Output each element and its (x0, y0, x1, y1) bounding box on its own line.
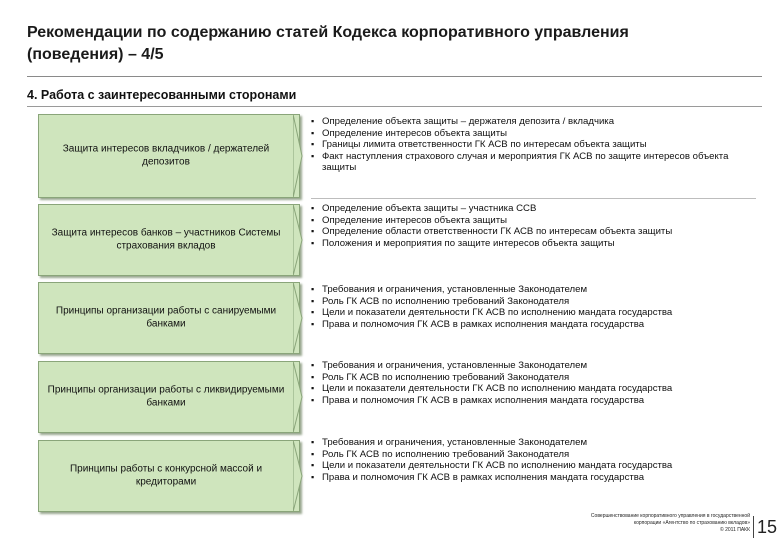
list-item: ▪ Цели и показатели деятельности ГК АСВ по исполнению мандата государства (311, 383, 751, 395)
list-item: ▪ Роль ГК АСВ по исполнению требований Законодателя (311, 372, 751, 384)
bullet-list-sanitized (311, 284, 751, 330)
bullet-list-liquidated (311, 360, 751, 406)
section-subtitle: 4. Работа с заинтересованными сторонами (27, 88, 297, 102)
list-item: ▪ Роль ГК АСВ по исполнению требований Законодателя (311, 296, 751, 308)
chevron-icon (293, 440, 303, 512)
list-item: ▪ Факт наступления страхового случая и мероприятия ГК АСВ по защите интересов объекта защиты (311, 151, 751, 174)
category-label: Защита интересов вкладчиков / держателей депозитов (62, 143, 270, 167)
page-number: 15 (753, 516, 777, 538)
category-box-bankruptcy-estate (38, 440, 300, 512)
category-label: Принципы организации работы с санируемыми банками (55, 305, 277, 329)
list-item: ▪ Права и полномочия ГК АСВ в рамках исполнения мандата государства (311, 319, 751, 331)
list-item: ▪ Права и полномочия ГК АСВ в рамках исполнения мандата государства (311, 395, 751, 407)
list-item: ▪ Определение области ответственности ГК АСВ по интересам объекта защиты (311, 226, 751, 238)
list-item: ▪ Положения и мероприятия по защите интересов объекта защиты (311, 238, 751, 250)
list-item: ▪ Требования и ограничения, установленные Законодателем (311, 284, 751, 296)
list-item: ▪ Цели и показатели деятельности ГК АСВ по исполнению мандата государства (311, 307, 751, 319)
category-box-sanitized-banks (38, 282, 300, 354)
subtitle-divider (27, 106, 762, 107)
list-item: ▪ Роль ГК АСВ по исполнению требований Законодателя (311, 449, 751, 461)
list-item: ▪ Права и полномочия ГК АСВ в рамках исполнения мандата государства (311, 472, 751, 484)
list-item: ▪ Границы лимита ответственности ГК АСВ по интересам объекта защиты (311, 139, 751, 151)
title-divider (27, 76, 762, 77)
footer-note: Совершенствование корпоративного управления в государственной корпорации «Агентство по страхованию вкладов» © 2011 ПАКК (590, 513, 750, 533)
list-item: ▪ Определение интересов объекта защиты (311, 128, 751, 140)
chevron-icon (293, 282, 303, 354)
bullet-list-bankruptcy (311, 437, 751, 483)
list-item: ▪ Требования и ограничения, установленные Законодателем (311, 360, 751, 372)
list-item: ▪ Требования и ограничения, установленные Законодателем (311, 437, 751, 449)
section-divider (311, 198, 756, 199)
list-item: ▪ Цели и показатели деятельности ГК АСВ по исполнению мандата государства (311, 460, 751, 472)
chevron-icon (293, 204, 303, 276)
list-item: ▪ Определение объекта защиты – участника ССВ (311, 203, 751, 215)
category-label: Принципы работы с конкурсной массой и кредиторами (69, 463, 263, 487)
bullet-list-depositors (311, 116, 751, 174)
category-box-liquidated-banks (38, 361, 300, 433)
bullet-list-banks (311, 203, 751, 249)
category-label: Защита интересов банков – участников Системы страхования вкладов (51, 227, 281, 251)
chevron-icon (293, 114, 303, 198)
category-box-depositors (38, 114, 300, 198)
list-item: ▪ Определение объекта защиты – держателя депозита / вкладчика (311, 116, 751, 128)
category-box-banks (38, 204, 300, 276)
category-label: Принципы организации работы с ликвидируемыми банками (47, 384, 285, 408)
list-item: ▪ Определение интересов объекта защиты (311, 215, 751, 227)
chevron-icon (293, 361, 303, 433)
page-title: Рекомендации по содержанию статей Кодекса корпоративного управления (поведения) – 4/5 (27, 24, 629, 63)
